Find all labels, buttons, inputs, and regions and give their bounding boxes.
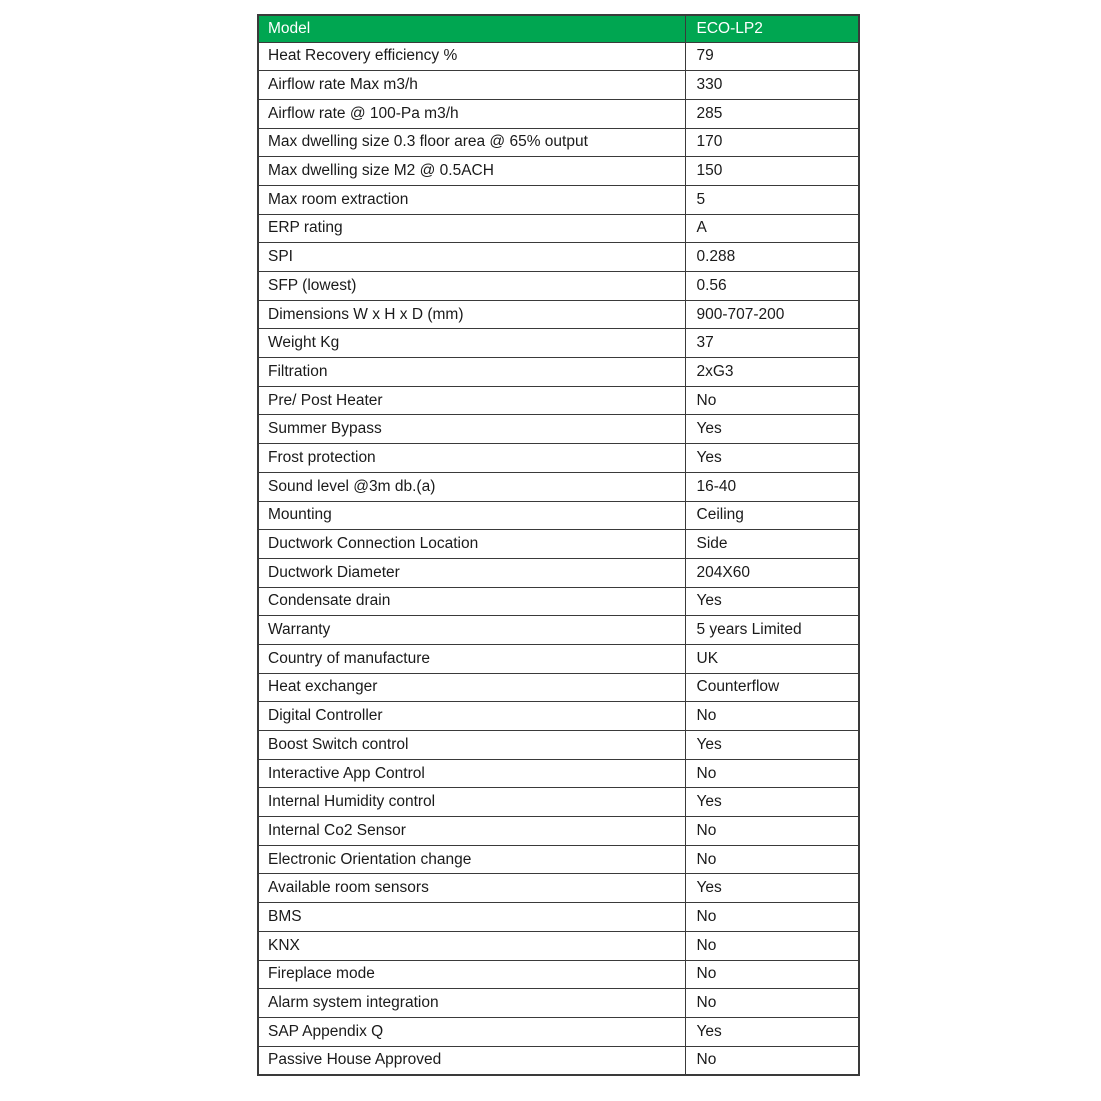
spec-value: Yes — [685, 788, 859, 817]
table-row — [258, 931, 859, 960]
spec-label: Ductwork Connection Location — [258, 530, 685, 559]
spec-label: Passive House Approved — [258, 1046, 685, 1075]
spec-value: No — [685, 931, 859, 960]
table-row — [258, 788, 859, 817]
spec-label: Ductwork Diameter — [258, 558, 685, 587]
spec-value: No — [685, 1046, 859, 1075]
spec-value: 5 years Limited — [685, 616, 859, 645]
table-row — [258, 300, 859, 329]
spec-value: Yes — [685, 444, 859, 473]
table-row — [258, 731, 859, 760]
table-row — [258, 817, 859, 846]
spec-label: Digital Controller — [258, 702, 685, 731]
table-row — [258, 243, 859, 272]
spec-label: Internal Co2 Sensor — [258, 817, 685, 846]
spec-label: Airflow rate @ 100-Pa m3/h — [258, 99, 685, 128]
model-value-header-cell: ECO-LP2 — [685, 15, 859, 42]
spec-value: UK — [685, 644, 859, 673]
spec-label: Summer Bypass — [258, 415, 685, 444]
spec-label: Alarm system integration — [258, 989, 685, 1018]
spec-value: Yes — [685, 415, 859, 444]
table-row — [258, 759, 859, 788]
spec-value: Side — [685, 530, 859, 559]
spec-label: Fireplace mode — [258, 960, 685, 989]
table-row — [258, 444, 859, 473]
spec-value: 37 — [685, 329, 859, 358]
spec-label: BMS — [258, 903, 685, 932]
table-row — [258, 415, 859, 444]
spec-label: Heat Recovery efficiency % — [258, 42, 685, 71]
table-row — [258, 903, 859, 932]
table-row — [258, 587, 859, 616]
spec-label: Dimensions W x H x D (mm) — [258, 300, 685, 329]
table-row — [258, 1046, 859, 1075]
table-row — [258, 128, 859, 157]
spec-label: ERP rating — [258, 214, 685, 243]
spec-label: KNX — [258, 931, 685, 960]
table-row — [258, 501, 859, 530]
spec-label: SFP (lowest) — [258, 272, 685, 301]
table-row — [258, 99, 859, 128]
spec-label: Heat exchanger — [258, 673, 685, 702]
table-row — [258, 358, 859, 387]
spec-value: 170 — [685, 128, 859, 157]
spec-label: SPI — [258, 243, 685, 272]
table-row — [258, 71, 859, 100]
spec-value: Ceiling — [685, 501, 859, 530]
spec-table — [257, 14, 860, 1076]
spec-label: Available room sensors — [258, 874, 685, 903]
table-row — [258, 644, 859, 673]
spec-label: Internal Humidity control — [258, 788, 685, 817]
table-row — [258, 272, 859, 301]
spec-value: 16-40 — [685, 472, 859, 501]
spec-value: Yes — [685, 874, 859, 903]
spec-value: No — [685, 817, 859, 846]
spec-value: 79 — [685, 42, 859, 71]
spec-label: SAP Appendix Q — [258, 1017, 685, 1046]
table-row — [258, 989, 859, 1018]
spec-value: Yes — [685, 731, 859, 760]
table-row — [258, 616, 859, 645]
spec-value: No — [685, 903, 859, 932]
spec-label: Frost protection — [258, 444, 685, 473]
spec-value: 204X60 — [685, 558, 859, 587]
spec-value: 2xG3 — [685, 358, 859, 387]
spec-label: Warranty — [258, 616, 685, 645]
spec-label: Interactive App Control — [258, 759, 685, 788]
spec-value: Yes — [685, 1017, 859, 1046]
spec-label: Max dwelling size M2 @ 0.5ACH — [258, 157, 685, 186]
table-row — [258, 329, 859, 358]
spec-label: Country of manufacture — [258, 644, 685, 673]
spec-label: Electronic Orientation change — [258, 845, 685, 874]
spec-value: 285 — [685, 99, 859, 128]
table-row — [258, 472, 859, 501]
table-row — [258, 386, 859, 415]
spec-value: No — [685, 989, 859, 1018]
spec-label: Boost Switch control — [258, 731, 685, 760]
spec-label: Sound level @3m db.(a) — [258, 472, 685, 501]
spec-value: No — [685, 702, 859, 731]
header-row — [258, 15, 859, 42]
spec-label: Weight Kg — [258, 329, 685, 358]
table-row — [258, 157, 859, 186]
model-header-cell: Model — [258, 15, 685, 42]
spec-value: 0.288 — [685, 243, 859, 272]
spec-value: A — [685, 214, 859, 243]
spec-value: 150 — [685, 157, 859, 186]
spec-label: Pre/ Post Heater — [258, 386, 685, 415]
spec-label: Max dwelling size 0.3 floor area @ 65% output — [258, 128, 685, 157]
spec-value: 330 — [685, 71, 859, 100]
spec-label: Max room extraction — [258, 185, 685, 214]
spec-label: Filtration — [258, 358, 685, 387]
table-row — [258, 42, 859, 71]
table-row — [258, 185, 859, 214]
spec-label: Condensate drain — [258, 587, 685, 616]
table-row — [258, 530, 859, 559]
spec-value: No — [685, 845, 859, 874]
spec-value: No — [685, 960, 859, 989]
spec-label: Airflow rate Max m3/h — [258, 71, 685, 100]
spec-value: No — [685, 759, 859, 788]
table-row — [258, 874, 859, 903]
spec-value: 0.56 — [685, 272, 859, 301]
spec-value: 900-707-200 — [685, 300, 859, 329]
table-row — [258, 960, 859, 989]
table-row — [258, 214, 859, 243]
table-row — [258, 702, 859, 731]
table-row — [258, 845, 859, 874]
spec-label: Mounting — [258, 501, 685, 530]
table-row — [258, 558, 859, 587]
spec-value: 5 — [685, 185, 859, 214]
spec-value: Yes — [685, 587, 859, 616]
spec-value: Counterflow — [685, 673, 859, 702]
table-row — [258, 673, 859, 702]
spec-value: No — [685, 386, 859, 415]
table-row — [258, 1017, 859, 1046]
